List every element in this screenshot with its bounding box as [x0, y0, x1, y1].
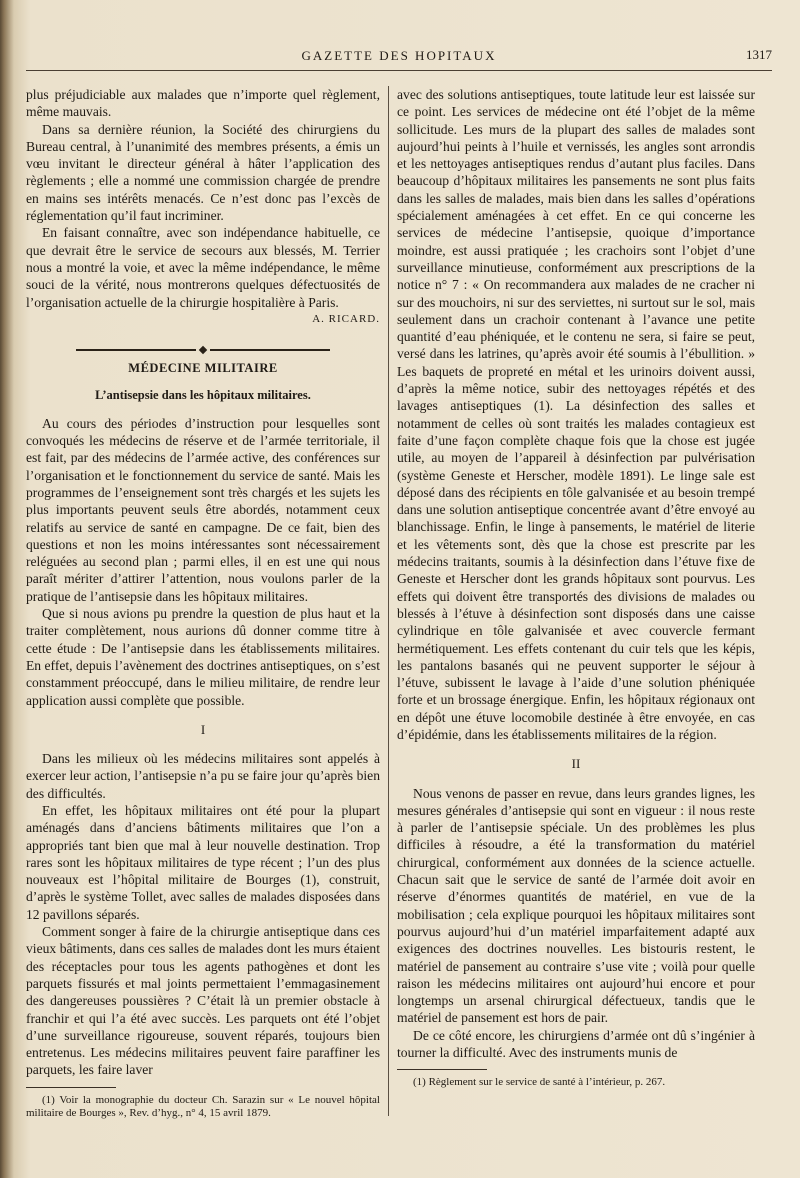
right-column — [397, 86, 755, 1090]
paragraph: avec des solutions antiseptiques, toute latitude leur est laissée sur ce point. Les services de médecine ont été l’objet de la même sollicitude. Les murs de la plupart des salles de malades sont aujourd’hui peints à l’huile et vernissés, les angles sont arrondis et les nettoyages antiseptiques rendus d’autant plus faciles. Dans beaucoup d’hôpitaux militaires les pansements ne sont plus faits dans les salles de malades, mais bien dans les salles d’opérations spécialement aménagées à cet effet. En ce qui concerne les services de médecine l’antisepsie, quoique d’importance moindre, est aussi pratiquée ; les crachoirs sont l’objet d’une surveillance minutieuse, conformément aux prescriptions de la notice n° 7 : « On recommandera aux malades de ne cracher ni sur des mouchoirs, ni sur des serviettes, ni surtout sur le sol, mais seulement dans un crachoir contenant à l’avance une petite quantité d’eau phéniquée, et le contenu ne sera, si faire se peut, versé dans les latrines, qu’après avoir été soumis à l’ébullition. » Les baquets de propreté en métal et les urinoirs doivent aussi, d’après la même notice, subir des nettoyages répétés et des lavages antiseptiques (1). La désinfection des salles et notamment de celles où sont traités les malades contagieux est faite d’une façon complète chaque fois que la chose est jugée utile, au moyen de l’appareil à désinfection par pulvérisation (système Geneste et Herscher, modèle 1891). Le linge sale est déposé dans des récipients en tôle galvanisée et au besoin trempé dans une solution antiseptique concentrée avant d’être envoyé au blanchissage. Enfin, le linge à pansements, le matériel de literie et les vêtements sont, dès que la chose est prescrite par les médecins traitants, soumis à la désinfection dans l’étuve fixe de Geneste et Herscher dont les grands hôpitaux sont pourvus. Les effets qui doivent être transportés des divisions de malades ou blessés à l’étuve à désinfection sont disposés dans une caisse cylindrique en tôle galvanisée et avec couvercle fermant hermétiquement. Les effets contenant du cuir tels que les képis, les pantalons basanés qui ne peuvent supporter le séjour à l’étuve, subissent le lavage à l’aide d’une solution phéniquée forte et un brossage énergique. Enfin, les hôpitaux régionaux ont en dépôt une étuve locomobile destinée à être envoyée, en cas d’épidémie, dans les établissements militaires de la région. — [397, 87, 755, 742]
paragraph: Nous venons de passer en revue, dans leurs grandes lignes, les mesures générales d’antisepsie qui sont en vigueur : il nous reste à parler de l’antisepsie spéciale. Un des problèmes les plus difficiles à résoudre, a été la transformation du matériel chirurgical, conformément aux données de la science actuelle. Chacun sait que le service de santé de l’armée doit avoir en réserve d’énormes quantités de matériel, en vue de la mobilisation ; cela explique pourquoi les hôpitaux militaires sont pourvus aujourd’hui d’un matériel imparfaitement adapté aux exigences des doctrines nouvelles. Les bistouris restent, le matériel de pansement au contraire s’use vite ; voilà pour quelle raison les médecins militaires ont aujourd’hui encore et pour longtemps un arsenal chirurgical défectueux, tandis que le matériel de pansement est hors de pair. — [397, 785, 755, 1026]
paragraph: plus préjudiciable aux malades que n’importe quel règlement, même mauvais. — [26, 87, 380, 120]
paragraph: En effet, les hôpitaux militaires ont été pour la plupart aménagés dans d’anciens bâtiments militaires que l’on a appropriés tant bien que mal à leur nouvelle destination. Trop rares sont les hôpitaux militaires de type récent ; l’un des plus nouveaux est l’hôpital militaire de Bourges (1), construit, d’après le système Tollet, avec salles de malades disposées dans 12 pavillons séparés. — [26, 802, 380, 922]
paragraph: Dans sa dernière réunion, la Société des chirurgiens du Bureau central, à l’unanimité des membres présents, a émis un vœu invitant le directeur général à hâter l’application des règlements ; elle a nommé une commission chargée de prendre en mains ses intérêts menacés. Ce n’est donc pas l’excès de réglementation qu’il faut incriminer. — [26, 121, 380, 224]
paragraph: Comment songer à faire de la chirurgie antiseptique dans ces vieux bâtiments, dans ces salles de malades dont les murs étaient des réceptacles pour tous les agents pathogènes et dont les parquets fissurés et mal joints permettaient l’emmagasinement des dangereuses poussières ? C’était là un premier obstacle à franchir et qui l’a été avec succès. Les parquets ont été l’objet d’une surveillance rigoureuse, souvent réparés, toujours bien entretenus. Les médecins militaires peuvent faire paraffiner les parquets, les faire laver — [26, 924, 380, 1078]
paragraph: Dans les milieux où les médecins militaires sont appelés à exercer leur action, l’antisepsie n’a pu se faire jour qu’après bien des difficultés. — [26, 751, 380, 801]
paragraph: En faisant connaître, avec son indépendance habituelle, ce que devrait être le service de secours aux blessés, M. Terrier nous a montré la voie, et avec la même indépendance, le même souci de la vérité, nous montrerons quelques défectuosités de l’organisation actuelle de la chirurgie hospitalière à Paris. — [26, 225, 380, 310]
page-number: 1317 — [746, 47, 772, 62]
page-header — [26, 40, 772, 71]
column-divider — [388, 86, 389, 1116]
author-signature: A. RICARD. — [312, 312, 380, 325]
running-title: GAZETTE DES HOPITAUX — [301, 48, 497, 63]
footnote-rule — [26, 1087, 116, 1088]
section-number: I — [200, 721, 206, 737]
paragraph: De ce côté encore, les chirurgiens d’armée ont dû s’ingénier à tourner la difficulté. Avec des instruments munis de — [397, 1027, 755, 1061]
article-title: L’antisepsie dans les hôpitaux militaires. — [95, 388, 311, 403]
footnote-rule — [397, 1069, 487, 1070]
footnote: (1) Règlement sur le service de santé à l’intérieur, p. 267. — [413, 1076, 666, 1089]
section-title: MÉDECINE MILITAIRE — [128, 361, 278, 376]
section-number: II — [571, 756, 581, 772]
footnote: (1) Voir la monographie du docteur Ch. Sarazin sur « Le nouvel hôpital militaire de Bourges », Rev. d’hyg., n° 4, 15 avril 1879. — [26, 1093, 380, 1120]
paragraph: Que si nous avions pu prendre la question de plus haut et la traiter complètement, nous aurions dû donner comme titre à cette étude : De l’antisepsie dans les établissements militaires. En effet, depuis l’avènement des doctrines antiseptiques, on s’est constamment préoccupé, dans le milieu militaire, de rendre leur application aussi complète que possible. — [26, 606, 380, 708]
paragraph: Au cours des périodes d’instruction pour lesquelles sont convoqués les médecins de réserve et de l’armée territoriale, il est fait, par des médecins de l’armée active, des conférences sur l’organisation et le fonctionnement du service de santé. Mais les programmes de l’enseignement sont très chargés et les sujets les plus importants peuvent seuls être abordés, notamment ceux relatifs au service de santé en campagne. De ce fait, bien des questions et non les moins intéressantes sont nécessairement reléguées au second plan ; parmi elles, il en est une qui nous paraît mériter d’attirer l’attention, nous voulons parler de la pratique de l’antisepsie dans les hôpitaux militaires. — [26, 415, 380, 604]
left-column — [26, 86, 380, 1121]
section-divider-ornament — [26, 340, 380, 348]
